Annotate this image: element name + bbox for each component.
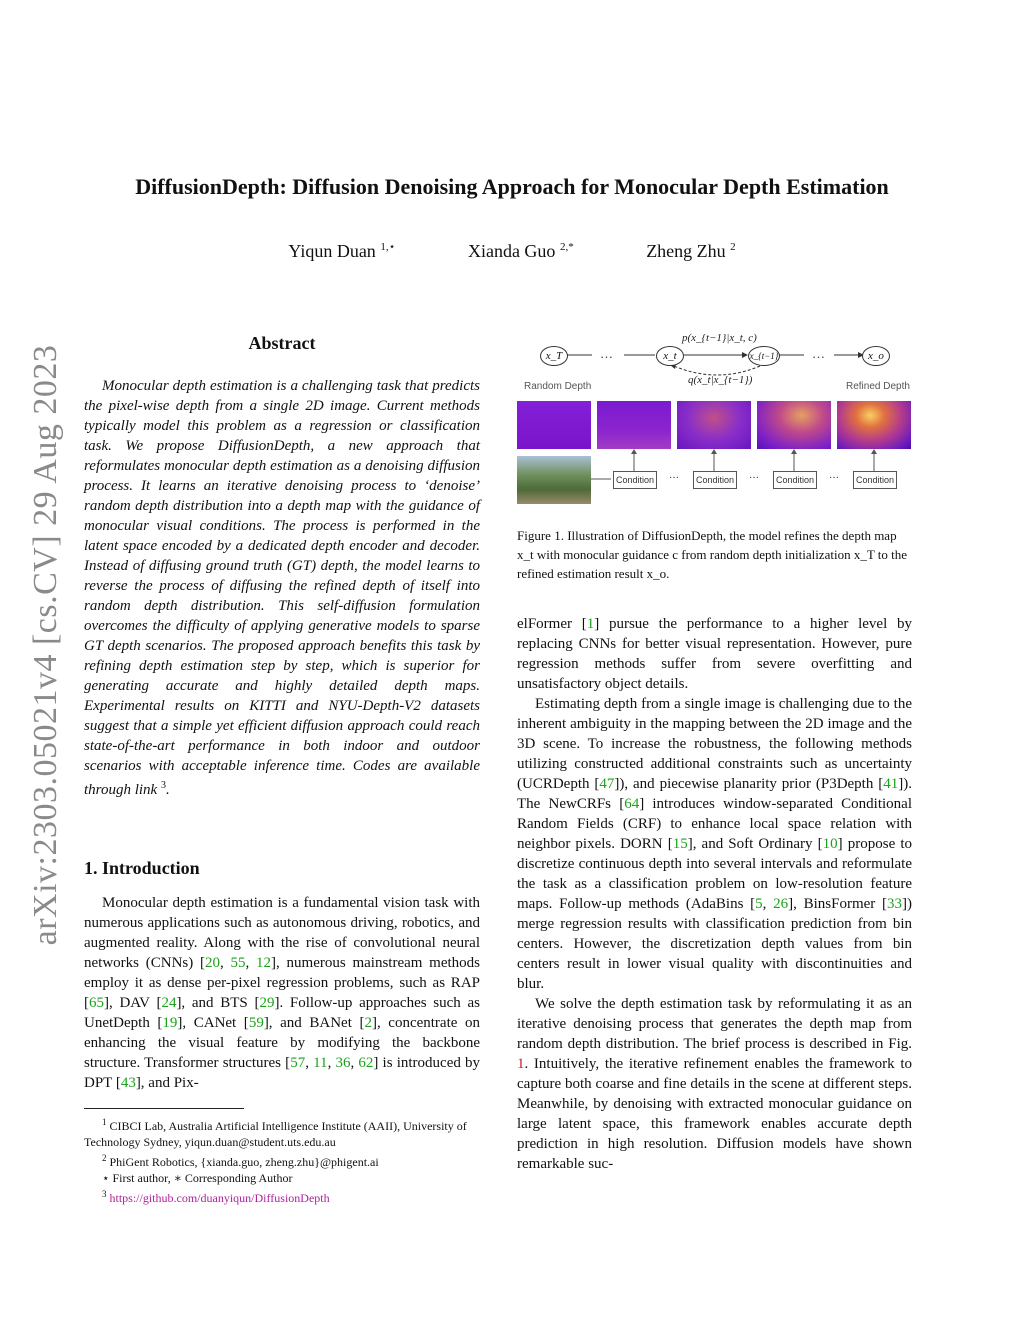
node-xt: x_t xyxy=(656,346,684,366)
right-column-text: elFormer [1] pursue the performance to a higher level by replacing CNNs for better visual representation. However, pure regression methods suffer from severe overfitting and unsatisfactory object details. Estimating depth from a single image is challenging due to the inherent ambiguity in the mapping between the 2D image and the 3D scene. To increase the robustness, the following methods utilizing constructed additional constraints such as uncertainty (UCRDepth [47]), and piecewise planarity prior (P3Depth [41]). The NewCRFs [64] introduces window-separated Conditional Random Fields (CRF) to enhance local space relation with neighbor pixels. DORN [15], and Soft Ordinary [10] propose to discretize continuous depth into several intervals and reformulate the task as a classification problem on low-resolution feature maps. Follow-up methods (AdaBins [5, 26], BinsFormer [33]) merge regression results with classification prediction from bin centers. However, the discretization depth values from bin centers result in lower visual quality with discontinuities and blur. We solve the depth estimation task by reformulating it as an iterative denoising process that generates the depth map from random depth distribution. The brief process is described in Fig. 1. Intuitively, the iterative refinement enables the framework to capture both coarse and fine details in the scene at different steps. Meanwhile, by denoising with extracted monocular guidance on large latent space, this framework enables accurate depth prediction in high resolution. Diffusion models have shown remarkable suc- xyxy=(517,616,913,1172)
citation-link[interactable]: 29 xyxy=(259,995,275,1011)
citation-link[interactable]: 15 xyxy=(672,836,688,852)
figure-caption: Figure 1. Illustration of DiffusionDepth, the model refines the depth map x_t with monocular guidance c from random depth initialization x_T to the refined estimation result x_o. xyxy=(517,528,908,581)
arxiv-stamp: arXiv:2303.05021v4 [cs.CV] 29 Aug 2023 xyxy=(27,344,64,946)
citation-link[interactable]: 19 xyxy=(162,1015,178,1031)
figure-1 xyxy=(512,328,916,510)
paper-title: DiffusionDepth: Diffusion Denoising Approach for Monocular Depth Estimation xyxy=(135,174,889,199)
citation-link[interactable]: 62 xyxy=(358,1055,374,1071)
p-transition-label: p(x_{t−1}|x_t, c) xyxy=(682,332,757,344)
citation-link[interactable]: 2 xyxy=(364,1015,372,1031)
citation-link[interactable]: 55 xyxy=(230,955,246,971)
abstract-heading: Abstract xyxy=(248,333,316,353)
citation-link[interactable]: 11 xyxy=(313,1055,328,1071)
ellipsis: … xyxy=(600,346,613,361)
ellipsis: … xyxy=(669,470,679,481)
figure-ref-link[interactable]: 1 xyxy=(517,1056,525,1072)
abstract-text: Monocular depth estimation is a challenging task that predicts the pixel-wise depth from a single 2D image. Current methods typically model this problem as a regression or classification task. We propose DiffusionDepth, a new approach that reformulates monocular depth estimation as a denoising diffusion process. It learns an iterative denoising process to ‘denoise’ random depth distribution into a depth map with the guidance of monocular visual conditions. The process is performed in the latent space encoded by a dedicated depth encoder and decoder. Instead of diffusing ground truth (GT) depth, the model learns to reverse the process of diffusing the refined depth of itself into random depth distribution. This self-diffusion formulation overcomes the difficulty of applying generative models to sparse GT depth scenarios. The proposed approach benefits this task by refining depth estimation step by step, which is superior for generating accurate and highly detailed depth maps. Experimental results on KITTI and NYU-Depth-V2 datasets suggest that a simple yet efficient diffusion approach could reach state-of-the-art performance in both indoor and outdoor scenarios with acceptable inference time. Codes are available through link $^3$. xyxy=(84,378,480,798)
citation-link[interactable]: 47 xyxy=(599,776,615,792)
citation-link[interactable]: 33 xyxy=(886,896,902,912)
author: Zheng Zhu $^2$ xyxy=(646,241,736,261)
citation-link[interactable]: 10 xyxy=(822,836,838,852)
citation-link[interactable]: 20 xyxy=(205,955,220,971)
footnote-rule xyxy=(84,1108,244,1109)
citation-link[interactable]: 59 xyxy=(248,1015,264,1031)
footnote: $^3$ https://github.com/duanyiqun/DiffusionDepth xyxy=(102,1189,330,1205)
condition-box: Condition xyxy=(613,471,657,489)
section-heading-introduction: 1. Introduction xyxy=(84,858,200,878)
citation-link[interactable]: 12 xyxy=(256,955,272,971)
footnote: $^2$ PhiGent Robotics, {xianda.guo, zheng.zhu}@phigent.ai xyxy=(102,1153,379,1169)
citation-link[interactable]: 64 xyxy=(624,796,640,812)
condition-box: Condition xyxy=(693,471,737,489)
node-xo: x_o xyxy=(862,346,890,366)
intro-paragraph: Monocular depth estimation is a fundamental vision task with numerous applications such as autonomous driving, robotics, and augmented reality. Along with the rise of convolutional neural networks (CNNs) [20, 55, 12], numerous mainstream methods employ it as dense per-pixel regression problems, such as RAP [65], DAV [24], and BTS [29]. Follow-up approaches such as UnetDepth [19], CANet [59], and BANet [2], concentrate on enhancing the visual feature by modifying the backbone structure. Transformer structures [57, 11, 36, 62] is introduced by DPT [43], and Pix- xyxy=(84,895,481,1091)
author: Yiqun Duan $^{1,⋆}$ xyxy=(288,241,396,261)
author-list xyxy=(0,240,1024,262)
ellipsis: … xyxy=(749,470,759,481)
node-xt-minus-1: x_{t−1} xyxy=(748,346,780,366)
citation-link[interactable]: 26 xyxy=(773,896,789,912)
author: Xianda Guo $^{2,*}$ xyxy=(467,241,574,261)
citation-link[interactable]: 57 xyxy=(290,1055,306,1071)
ellipsis: … xyxy=(829,470,839,481)
citation-link[interactable]: 36 xyxy=(335,1055,351,1071)
citation-link[interactable]: 1 xyxy=(586,616,595,632)
random-depth-label: Random Depth xyxy=(524,381,592,392)
refined-depth-label: Refined Depth xyxy=(846,381,910,392)
condition-box: Condition xyxy=(773,471,817,489)
citation-link[interactable]: 43 xyxy=(120,1075,136,1091)
node-xT: x_T xyxy=(540,346,568,366)
citation-link[interactable]: 5 xyxy=(755,896,763,912)
ellipsis: … xyxy=(812,346,825,361)
footnotes xyxy=(84,1114,480,1206)
citation-link[interactable]: 24 xyxy=(161,995,177,1011)
footnote: $^1$ CIBCI Lab, Australia Artificial Intelligence Institute (AAII), University of Technology Sydney, yiqun.duan@student.uts.edu.au xyxy=(84,1117,467,1149)
citation-link[interactable]: 65 xyxy=(89,995,104,1011)
citation-link[interactable]: 41 xyxy=(883,776,899,792)
condition-box: Condition xyxy=(853,471,897,489)
footnote: ⋆ First author, ∗ Corresponding Author xyxy=(102,1171,293,1185)
q-transition-label: q(x_t|x_{t−1}) xyxy=(688,374,753,386)
code-url-link[interactable]: https://github.com/duanyiqun/DiffusionDepth xyxy=(109,1191,330,1205)
